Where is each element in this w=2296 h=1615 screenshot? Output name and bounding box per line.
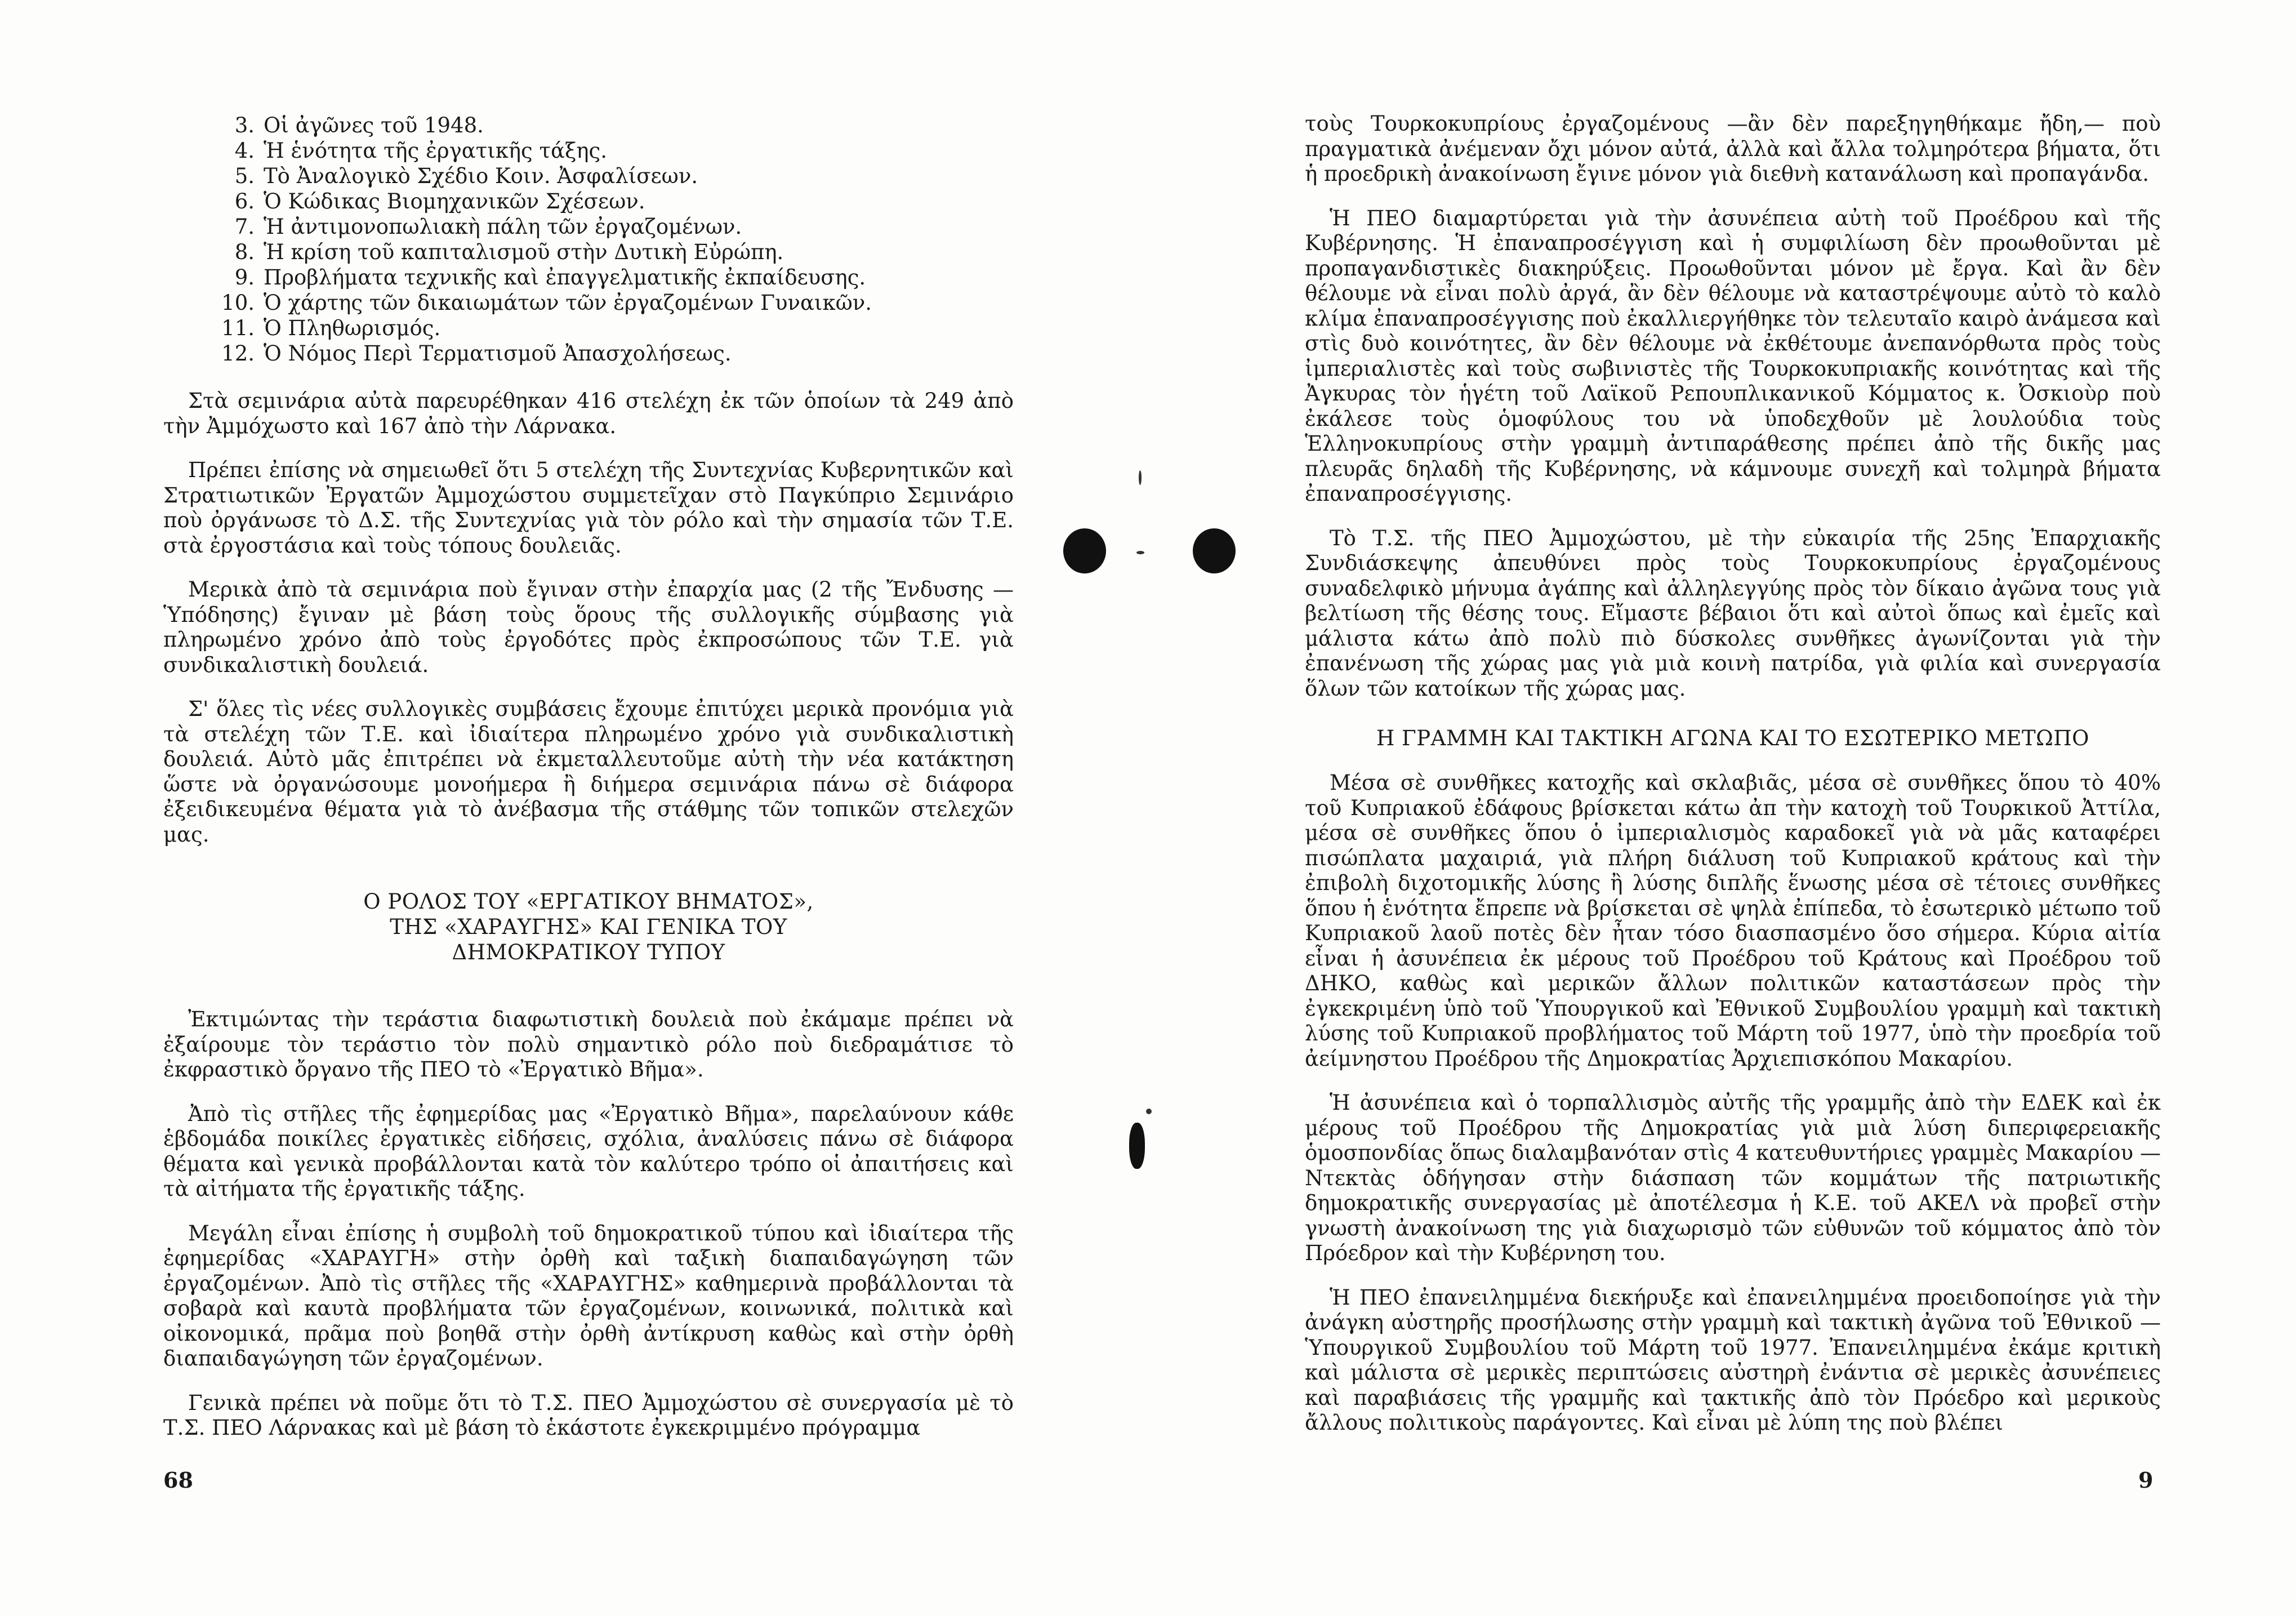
scan-speck bbox=[1139, 470, 1142, 485]
list-item: 3. Οἱ ἀγῶνες τοῦ 1948. bbox=[234, 113, 484, 137]
paragraph: Πρέπει ἐπίσης νὰ σημειωθεῖ ὅτι 5 στελέχη τῆς Συντεχνίας Κυβερνητικῶν καὶ Στρατιωτικῶν Ἐργατῶν Ἀμμοχώστου συμμετεῖχαν στὸ Παγκύπριο Σεμινάριο ποὺ ὀργάνωσε τὸ Δ.Σ. τῆς Συντεχνίας γιὰ τὸν ρόλο καὶ τὴν σημασία τῶν Τ.Ε. στὰ ἐργοστάσια καὶ τοὺς τόπους δουλειᾶς. bbox=[163, 458, 1014, 558]
list-item: 9. Προβλήματα τεχνικῆς καὶ ἐπαγγελματικῆς ἐκπαίδευσης. bbox=[234, 265, 866, 290]
list-item: 7. Ἡ ἀντιμονοπωλιακὴ πάλη τῶν ἐργαζομένων. bbox=[234, 215, 742, 239]
paragraph: Σ' ὅλες τὶς νέες συλλογικὲς συμβάσεις ἔχουμε ἐπιτύχει μερικὰ προνόμια γιὰ τὰ στελέχη τῶν Τ.Ε. καὶ ἰδιαίτερα πληρωμένο χρόνο γιὰ συνδικαλιστικὴ δουλειά. Αὐτὸ μᾶς ἐπιτρέπει νὰ ἐκμεταλλευτοῦμε αὐτὴ τὴν νέα κατάκτηση ὥστε νὰ ὀργανώσουμε μονοήμερα ἢ διήμερα σεμινάρια πάνω σὲ διάφορα ἐξειδικευμένα θέματα γιὰ τὸ ἀνέβασμα τῆς στάθμης τῶν τοπικῶν στελεχῶν μας. bbox=[163, 697, 1014, 847]
right-page bbox=[1143, 0, 2296, 1615]
paragraph: τοὺς Τουρκοκυπρίους ἐργαζομένους —ἂν δὲν παρεξηγηθήκαμε ἤδη,— ποὺ πραγματικὰ ἀνέμεναν ὄχι μόνον αὐτά, ἀλλὰ καὶ ἄλλα τολμηρότερα βήματα, ὅτι ἡ προεδρικὴ ἀνακοίνωση ἔγινε μόνον γιὰ διεθνὴ κατανάλωση καὶ προπαγάνδα. bbox=[1305, 112, 2161, 186]
list-item: 8. Ἡ κρίση τοῦ καπιταλισμοῦ στὴν Δυτικὴ Εὐρώπη. bbox=[234, 240, 784, 264]
binding-hole bbox=[1063, 528, 1106, 573]
right-body-text-1 bbox=[1305, 112, 2161, 720]
binding-hole bbox=[1129, 1123, 1145, 1169]
paragraph: Γενικὰ πρέπει νὰ ποῦμε ὅτι τὸ Τ.Σ. ΠΕΟ Ἀμμοχώστου σὲ συνεργασία μὲ τὸ Τ.Σ. ΠΕΟ Λάρνακας καὶ μὲ βάση τὸ ἑκάστοτε ἐγκεκριμμένο πρόγραμμα bbox=[163, 1390, 1014, 1440]
paragraph: Ἐκτιμώντας τὴν τεράστια διαφωτιστικὴ δουλειὰ ποὺ ἐκάμαμε πρέπει νὰ ἐξαίρουμε τὸν τεράστιο τὸν πολὺ σημαντικὸ ρόλο ποὺ διεδραμάτισε τὸ ἐκφραστικὸ ὄργανο τῆς ΠΕΟ τὸ «Ἐργατικὸ Βῆμα». bbox=[163, 1007, 1014, 1082]
section-heading bbox=[163, 889, 1014, 965]
paragraph: Ἡ ΠΕΟ διαμαρτύρεται γιὰ τὴν ἀσυνέπεια αὐτὴ τοῦ Προέδρου καὶ τῆς Κυβέρνησης. Ἡ ἐπαναπροσέγγιση καὶ ἡ συμφιλίωση δὲν προωθοῦνται μὲ προπαγανδιστικὲς διακηρύξεις. Προωθοῦνται μόνον μὲ ἔργα. Καὶ ἂν δὲν θέλουμε νὰ εἶναι πολὺ ἀργά, ἂν δὲν θέλουμε νὰ καταστρέψουμε αὐτὸ τὸ καλὸ κλίμα ἐπαναπροσέγγισης ποὺ ἐκαλλιεργήθηκε τὸν τελευταῖο καιρὸ ἀνάμεσα καὶ στὶς δυὸ κοινότητες, ἂν δὲν θέλουμε νὰ ἐκθέτουμε ἀνεπανόρθωτα πρὸς τοὺς ἰμπεριαλιστὲς καὶ τοὺς σωβινιστὲς τῆς Τουρκοκυπριακῆς κοινότητας καὶ τῆς Ἀγκυρας τὸν ἡγέτη τοῦ Λαϊκοῦ Ρεπουπλικανικοῦ Κόμματος κ. Ὀσκιοὺρ ποὺ ἐκάλεσε τοὺς ὁμοφύλους του νὰ ὑποδεχθοῦν μὲ λουλούδια τοὺς Ἑλληνοκυπρίους στὴν γραμμὴ ἀντιπαράθεσης πρέπει ἀπὸ τῆς δικῆς μας πλευρᾶς δηλαδὴ τῆς Κυβέρνησης, νὰ κάμνουμε συνεχῆ καὶ τολμηρὰ βήματα ἐπαναπροσέγγισης. bbox=[1305, 206, 2161, 506]
list-item: 10. Ὁ χάρτης τῶν δικαιωμάτων τῶν ἐργαζομένων Γυναικῶν. bbox=[221, 291, 872, 315]
paragraph: Ἡ ΠΕΟ ἐπανειλημμένα διεκήρυξε καὶ ἐπανειλημμένα προειδοποίησε γιὰ τὴν ἀνάγκη αὐστηρῆς προσήλωσης στὴν γραμμὴ καὶ τακτικὴ ἀγῶνα τοῦ Ἐθνικοῦ — Ὑπουργικοῦ Συμβουλίου τοῦ Μάρτη τοῦ 1977. Ἐπανειλημμένα ἐκάμε κριτικὴ καὶ μάλιστα σὲ μερικὲς περιπτώσεις αὐστηρὴ ἐνάντια σὲ μερικὲς ἀσυνέπειες καὶ παραβιάσεις τῆς γραμμῆς καὶ τακτικῆς ἀπὸ τὸν Πρόεδρο καὶ μερικοὺς ἄλλους πολιτικοὺς παράγοντες. Καὶ εἶναι μὲ λύπη της ποὺ βλέπει bbox=[1305, 1285, 2161, 1435]
right-body-text-2 bbox=[1305, 771, 2161, 1455]
left-page bbox=[0, 0, 1132, 1615]
section-heading: Η ΓΡΑΜΜΗ ΚΑΙ ΤΑΚΤΙΚΗ ΑΓΩΝΑ ΚΑΙ ΤΟ ΕΣΩΤΕΡΙΚΟ ΜΕΤΩΠΟ bbox=[1376, 726, 2089, 750]
page-number: 68 bbox=[163, 1467, 193, 1493]
heading-line: Ο ΡΟΛΟΣ ΤΟΥ «ΕΡΓΑΤΙΚΟΥ ΒΗΜΑΤΟΣ», bbox=[363, 889, 814, 914]
left-body-text-1 bbox=[163, 389, 1014, 866]
list-item: 11. Ὁ Πληθωρισμός. bbox=[221, 316, 441, 340]
list-item: 12. Ὁ Νόμος Περὶ Τερματισμοῦ Ἀπασχολήσεως. bbox=[221, 341, 732, 366]
list-item: 4. Ἡ ἑνότητα τῆς ἐργατικῆς τάξης. bbox=[234, 139, 608, 163]
paragraph: Ἀπὸ τὶς στῆλες τῆς ἐφημερίδας μας «Ἐργατικὸ Βῆμα», παρελαύνουν κάθε ἑβδομάδα ποικίλες ἐργατικὲς εἰδήσεις, σχόλια, ἀναλύσεις πάνω σὲ διάφορα θέματα καὶ γενικὰ προβάλλονται κατὰ τὸν καλύτερο τρόπο οἱ ἀπαιτήσεις καὶ τὰ αἰτήματα τῆς ἐργατικῆς τάξης. bbox=[163, 1101, 1014, 1201]
seminar-topics-list bbox=[214, 113, 1059, 366]
paragraph: Τὸ Τ.Σ. τῆς ΠΕΟ Ἀμμοχώστου, μὲ τὴν εὐκαιρία τῆς 25ης Ἐπαρχιακῆς Συνδιάσκεψης ἀπευθύνει πρὸς τοὺς Τουρκοκυπρίους ἐργαζομένους συναδελφικὸ μήνυμα ἀγάπης καὶ ἀλληλεγγύης πρὸς τὸν δίκαιο ἀγῶνα τους γιὰ βελτίωση τῆς θέσης τους. Εἴμαστε βέβαιοι ὅτι καὶ αὐτοὶ ὅπως καὶ ἐμεῖς καὶ μάλιστα κάτω ἀπὸ πολὺ πιὸ δύσκολες συνθῆκες ἀγωνίζονται γιὰ τὴν ἐπανένωση τῆς χώρας μας γιὰ μιὰ κοινὴ πατρίδα, γιὰ φιλία καὶ συνεργασία ὅλων τῶν κατοίκων τῆς χώρας μας. bbox=[1305, 526, 2161, 701]
list-item: 6. Ὁ Κώδικας Βιομηχανικῶν Σχέσεων. bbox=[234, 189, 645, 213]
heading-line: ΔΗΜΟΚΡΑΤΙΚΟΥ ΤΥΠΟΥ bbox=[452, 940, 725, 964]
page-number: 9 bbox=[2138, 1467, 2154, 1493]
paragraph: Στὰ σεμινάρια αὐτὰ παρευρέθηκαν 416 στελέχη ἐκ τῶν ὁποίων τὰ 249 ἀπὸ τὴν Ἀμμόχωστο καὶ 167 ἀπὸ τὴν Λάρνακα. bbox=[163, 389, 1014, 438]
heading-line: ΤΗΣ «ΧΑΡΑΥΓΗΣ» ΚΑΙ ΓΕΝΙΚΑ ΤΟΥ bbox=[390, 915, 787, 939]
paragraph: Ἡ ἀσυνέπεια καὶ ὁ τορπαλλισμὸς αὐτῆς τῆς γραμμῆς ἀπὸ τὴν ΕΔΕΚ καὶ ἐκ μέρους τοῦ Προέδρου τῆς Δημοκρατίας γιὰ μιὰ λύση διπεριφερειακῆς ὁμοσπονδίας ὅπως διαλαμβανόταν στὶς 4 κατευθυντήριες γραμμὲς Μακαρίου — Ντεκτὰς ὁδήγησαν στὴν διάσπαση τῶν κομμάτων τῆς πατριωτικῆς δημοκρατικῆς συνεργασίας μὲ ἀποτέλεσμα ἡ Κ.Ε. τοῦ ΑΚΕΛ νὰ προβεῖ στὴν γνωστὴ ἀνακοίνωση της γιὰ διαχωρισμὸ τῶν εὐθυνῶν τοῦ κόμματος ἀπὸ τὸν Πρόεδρον καὶ τὴν Κυβέρνηση του. bbox=[1305, 1091, 2161, 1265]
paragraph: Μερικὰ ἀπὸ τὰ σεμινάρια ποὺ ἔγιναν στὴν ἐπαρχία μας (2 τῆς Ἔνδυσης — Ὑπόδησης) ἔγιναν μὲ βάση τοὺς ὅρους τῆς συλλογικῆς σύμβασης γιὰ πληρωμένο χρόνο ἀπὸ τοὺς ἐργοδότες πρὸς ἐκπροσώπους τῶν Τ.Ε. γιὰ συνδικαλιστικὴ δουλειά. bbox=[163, 577, 1014, 677]
left-body-text-2 bbox=[163, 1007, 1014, 1460]
paragraph: Μέσα σὲ συνθῆκες κατοχῆς καὶ σκλαβιᾶς, μέσα σὲ συνθῆκες ὅπου τὸ 40% τοῦ Κυπριακοῦ ἐδάφους βρίσκεται κάτω ἀπ τὴν κατοχὴ τοῦ Τουρκικοῦ Ἀττίλα, μέσα σὲ συνθῆκες ὅπου ὁ ἰμπεριαλισμὸς καραδοκεῖ γιὰ νὰ μᾶς καταφέρει πισώπλατα μαχαιριά, γιὰ πλήρη διάλυση τοῦ Κυπριακοῦ κράτους καὶ τὴν ἐπιβολὴ διχοτομικῆς λύσης ἢ λύσης διπλῆς ἕνωσης μέσα σὲ τέτοιες συνθῆκες ὅπου ἡ ἑνότητα ἔπρεπε νὰ βρίσκεται σὲ ψηλὰ ἐπίπεδα, τὸ ἐσωτερικὸ μέτωπο τοῦ Κυπριακοῦ λαοῦ ποτὲς δὲν ἦταν τόσο διασπασμένο ὅσο σήμερα. Κύρια αἰτία εἶναι ἡ ἀσυνέπεια ἐκ μέρους τοῦ Προέδρου τοῦ Κράτους καὶ Προέδρου τοῦ ΔΗΚΟ, καθὼς καὶ μερικῶν ἄλλων πολιτικῶν καταστάσεων πρὸς τὴν ἐγκεκριμένη ὑπὸ τοῦ Ὑπουργικοῦ καὶ Ἐθνικοῦ Συμβουλίου γραμμὴ καὶ τακτικὴ λύσης τοῦ Κυπριακοῦ προβλήματος τοῦ Μάρτη τοῦ 1977, ὑπὸ τὴν προεδρία τοῦ ἀείμνηστου Προέδρου τῆς Δημοκρατίας Ἀρχιεπισκόπου Μακαρίου. bbox=[1305, 771, 2161, 1071]
list-item: 5. Τὸ Ἀναλογικὸ Σχέδιο Κοιν. Ἀσφαλίσεων. bbox=[234, 164, 698, 188]
paragraph: Μεγάλη εἶναι ἐπίσης ἡ συμβολὴ τοῦ δημοκρατικοῦ τύπου καὶ ἰδιαίτερα τῆς ἐφημερίδας «ΧΑΡΑΥΓΗ» στὴν ὀρθὴ καὶ ταξικὴ διαπαιδαγώγηση τῶν ἐργαζομένων. Ἀπὸ τὶς στῆλες τῆς «ΧΑΡΑΥΓΗΣ» καθημερινὰ προβάλλονται τὰ σοβαρὰ καὶ καυτὰ προβλήματα τῶν ἐργαζομένων, κοινωνικά, πολιτικὰ καὶ οἰκονομικά, πρᾶμα ποὺ βοηθᾶ στὴν ὀρθὴ ἀντίκρυση καθὼς καὶ στὴν ὀρθὴ διαπαιδαγώγηση τῶν ἐργαζομένων. bbox=[163, 1221, 1014, 1371]
